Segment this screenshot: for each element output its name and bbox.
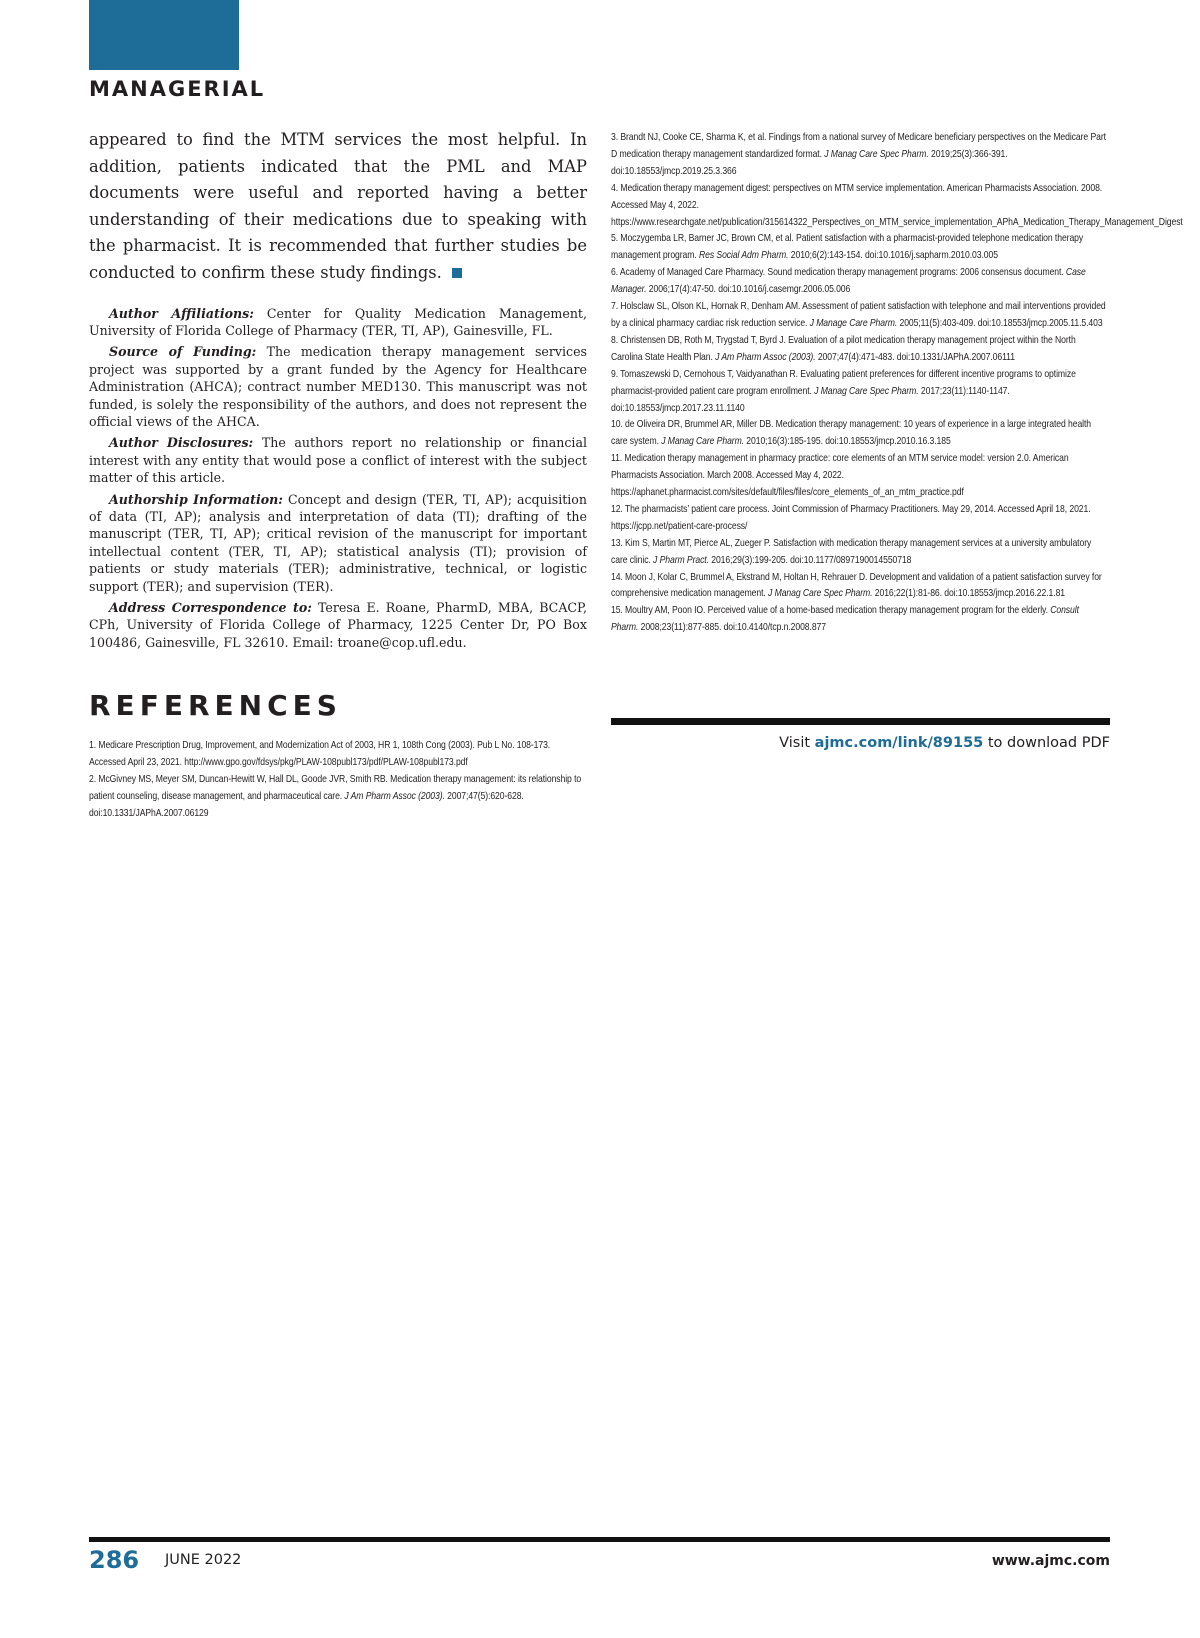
reference-text: 6. Academy of Managed Care Pharmacy. Sound medication therapy management programs: 2006 consensus document. — [611, 267, 1066, 279]
affiliations-label: Author Affiliations: — [109, 305, 254, 321]
reference-text: 1. Medicare Prescription Drug, Improvement, and Modernization Act of 2003, HR 1, 108th Cong (2003). Pub L No. 108-173. Accessed April 23, 2021. http://www.gpo.gov/fdsys/pkg/PLAW-108publ173/pdf/PLAW-108publ173.pdf — [89, 740, 551, 769]
body-paragraph-text: appeared to find the MTM services the most helpful. In addition, patients indicated that the PML and MAP documents were useful and reported having a better understanding of their medications due to speaking with the pharmacist. It is recommended that further studies be conducted to confirm these study findings. — [89, 130, 587, 282]
reference-item — [611, 231, 1108, 265]
reference-text: 2. McGivney MS, Meyer SM, Duncan-Hewitt W, Hall DL, Goode JVR, Smith RB. Medication therapy management: its relationship to patient counseling, disease management, and pharmaceutical care. — [89, 774, 582, 802]
reference-journal: J Manag Care Spec Pharm. — [824, 148, 929, 160]
visit-prefix: Visit — [779, 735, 815, 751]
reference-citation: 2016;22(1):81-86. doi:10.18553/jmcp.2016.22.1.81 — [872, 588, 1066, 600]
author-affiliations — [89, 305, 587, 340]
reference-item — [89, 738, 585, 772]
reference-item — [611, 333, 1108, 367]
source-of-funding — [89, 343, 587, 430]
reference-journal: J Manag Care Spec Pharm. — [814, 385, 919, 397]
reference-item — [611, 603, 1108, 637]
reference-journal: J Manag Care Pharm. — [661, 436, 744, 448]
reference-item — [611, 536, 1108, 570]
website-url[interactable]: www.ajmc.com — [991, 1553, 1110, 1569]
reference-journal: Consult Pharm. — [611, 605, 1079, 634]
authorship-label: Authorship Information: — [109, 491, 283, 507]
reference-item — [611, 299, 1108, 333]
reference-citation: 2017;23(11):1140-1147. doi:10.18553/jmcp.2017.23.11.1140 — [611, 385, 1010, 414]
correspondence-label: Address Correspondence to: — [109, 600, 312, 616]
reference-journal: Res Social Adm Pharm. — [698, 250, 789, 262]
reference-journal: Case Manager. — [611, 267, 1086, 296]
reference-journal: J Manage Care Pharm. — [809, 317, 898, 329]
reference-citation: 2007;47(5):620-628. doi:10.1331/JAPhA.2007.06129 — [89, 791, 524, 819]
visit-download-line — [611, 735, 1110, 751]
download-pdf-link[interactable]: ajmc.com/link/89155 — [814, 735, 984, 751]
authorship-information — [89, 491, 587, 595]
reference-text: 3. Brandt NJ, Cooke CE, Sharma K, et al. Findings from a national survey of Medicare beneficiary perspectives on the Medicare Part D medication therapy management standardized format. — [611, 132, 1106, 160]
disclosures-label: Author Disclosures: — [109, 435, 254, 451]
section-label: MANAGERIAL — [89, 77, 266, 101]
reference-item — [611, 451, 1108, 502]
authorship-text: Concept and design (TER, TI, AP); acquisition of data (TI, AP); analysis and interpretation of data (TI); drafting of the manuscript (TER, TI, AP); critical revision of the manuscript for important intellectual content (TER, TI, AP); statistical analysis (TI); provision of patients or study materials (TER); administrative, technical, or logistic support (TER); and supervision (TER). — [89, 491, 588, 594]
reference-text: 12. The pharmacists’ patient care process. Joint Commission of Pharmacy Practitioners. May 29, 2014. Accessed April 18, 2021. https://jcpp.net/patient-care-process/ — [611, 503, 1091, 532]
page-number: 286 — [89, 1546, 140, 1574]
reference-item — [611, 265, 1108, 299]
reference-item — [611, 570, 1108, 604]
reference-citation: 2006;17(4):47-50. doi:10.1016/j.casemgr.2006.05.006 — [646, 284, 851, 296]
reference-text: 11. Medication therapy management in pharmacy practice: core elements of an MTM service model: version 2.0. American Pharmacists Association. March 2008. Accessed May 4, 2022. https://aphanet.pharmacist.com/sites/default/files/files/core_elements_of_an_mtm_practice.pdf — [611, 453, 1069, 499]
author-disclosures — [89, 434, 587, 486]
visit-suffix: to download PDF — [983, 735, 1110, 751]
reference-journal: J Manag Care Spec Pharm. — [768, 588, 873, 600]
article-metadata — [89, 305, 587, 652]
reference-citation: 2019;25(3):366-391. doi:10.18553/jmcp.2019.25.3.366 — [611, 148, 1008, 177]
reference-citation: 2010;6(2):143-154. doi:10.1016/j.sapharm.2010.03.005 — [788, 250, 998, 262]
references-heading: REFERENCES — [89, 689, 342, 723]
reference-citation: 2016;29(3):199-205. doi:10.1177/0897190014550718 — [708, 554, 912, 566]
reference-citation: 2008;23(11):877-885. doi:10.4140/tcp.n.2008.877 — [638, 622, 826, 634]
references-list-right — [611, 130, 1183, 637]
correspondence-text: Teresa E. Roane, PharmD, MBA, BCACP, CPh, University of Florida College of Pharmacy, 1225 Center Dr, PO Box 100486, Gainesville, FL 32610. Email: troane@cop.ufl.edu. — [89, 600, 587, 650]
footer-divider — [89, 1537, 1110, 1542]
issue-date: JUNE 2022 — [165, 1552, 242, 1568]
section-color-block — [89, 0, 239, 70]
reference-journal: J Pharm Pract. — [653, 554, 709, 566]
reference-text: 10. de Oliveira DR, Brummel AR, Miller DB. Medication therapy management: 10 years of experience in a large integrated health care system. — [611, 419, 1092, 448]
disclosures-text: The authors report no relationship or financial interest with any entity that would pose a conflict of interest with the subject matter of this article. — [89, 435, 587, 486]
reference-citation: 2005;11(5):403-409. doi:10.18553/jmcp.2005.11.5.403 — [897, 317, 1103, 329]
reference-item — [611, 130, 1108, 181]
affiliations-text: Center for Quality Medication Management, University of Florida College of Pharmacy (TER, TI, AP), Gainesville, FL. — [89, 305, 587, 338]
reference-text: 4. Medication therapy management digest: perspectives on MTM service implementation. American Pharmacists Association. 2008. Accessed May 4, 2022. https://www.researchgate.net/publication/315614322_Perspectives_on_MTM_service_implementation_APhA_Medication_Therapy_Management_Digest — [611, 182, 1183, 228]
reference-item — [611, 181, 1183, 232]
left-column — [89, 127, 587, 823]
reference-item — [611, 502, 1108, 536]
reference-text: 15. Moultry AM, Poon IO. Perceived value of a home-based medication therapy management program for the elderly. — [611, 605, 1051, 617]
reference-text: 14. Moon J, Kolar C, Brummel A, Ekstrand M, Holtan H, Rehrauer D. Development and validation of a patient satisfaction survey for comprehensive medication management. — [611, 571, 1102, 600]
address-correspondence — [89, 599, 587, 651]
reference-text: 7. Holsclaw SL, Olson KL, Hornak R, Denham AM. Assessment of patient satisfaction with telephone and mail interventions provided by a clinical pharmacy cardiac risk reduction service. — [611, 301, 1106, 329]
reference-item — [611, 367, 1108, 418]
reference-item — [89, 772, 585, 823]
body-paragraph — [89, 127, 587, 287]
funding-text: The medication therapy management services project was supported by a grant funded by the Agency for Healthcare Administration (AHCA); contract number MED130. This manuscript was not funded, is solely the responsibility of the authors, and does not represent the official views of the AHCA. — [89, 344, 587, 429]
reference-item — [611, 417, 1108, 451]
reference-journal: J Am Pharm Assoc (2003). — [344, 791, 445, 802]
reference-journal: J Am Pharm Assoc (2003). — [715, 351, 816, 363]
reference-citation: 2007;47(4):471-483. doi:10.1331/JAPhA.2007.06111 — [815, 351, 1015, 363]
reference-citation: 2010;16(3):185-195. doi:10.18553/jmcp.2010.16.3.185 — [743, 436, 951, 448]
visit-divider — [611, 718, 1110, 725]
reference-text: 5. Moczygemba LR, Barner JC, Brown CM, et al. Patient satisfaction with a pharmacist-provided telephone medication therapy management program. — [611, 233, 1084, 262]
end-of-article-mark — [452, 268, 462, 278]
reference-text: 9. Tomaszewski D, Cernohous T, Vaidyanathan R. Evaluating patient preferences for different incentive programs to optimize pharmacist-provided patient care program enrollment. — [611, 368, 1076, 397]
references-list-left — [89, 738, 587, 823]
funding-label: Source of Funding: — [109, 344, 257, 360]
reference-text: 8. Christensen DB, Roth M, Trygstad T, Byrd J. Evaluation of a pilot medication therapy management project within the North Carolina State Health Plan. — [611, 334, 1076, 363]
reference-text: 13. Kim S, Martin MT, Pierce AL, Zueger P. Satisfaction with medication therapy management services at a university ambulatory care clinic. — [611, 537, 1092, 566]
